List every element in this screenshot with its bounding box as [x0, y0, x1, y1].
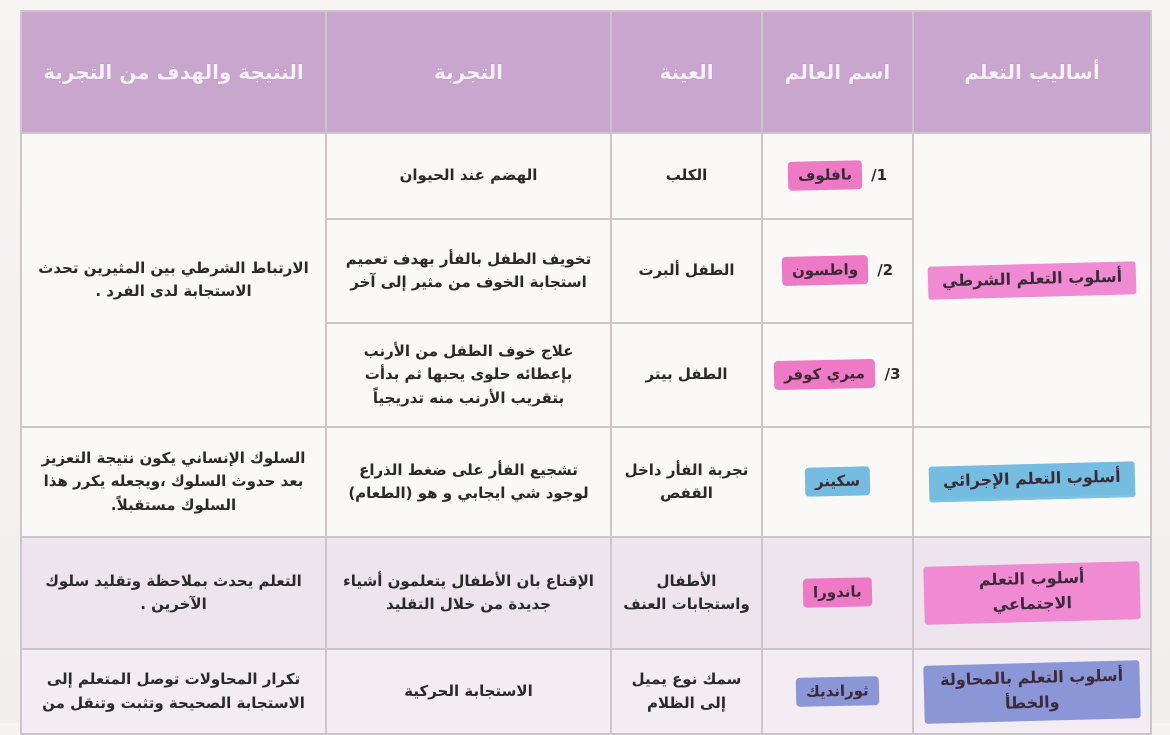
style-cell-social	[913, 537, 1151, 649]
scientist-name: سكينر	[805, 467, 871, 498]
result-cell: تكرار المحاولات توصل المتعلم إلى الاستجابة الصحيحة وتثبت وتنقل من	[21, 649, 326, 734]
experiment-cell: الإقناع بان الأطفال يتعلمون أشياء جديدة من خلال التقليد	[326, 537, 611, 649]
scientist-cell	[762, 323, 913, 427]
experiment-cell: الهضم عند الحيوان	[326, 133, 611, 219]
scientist-cell	[762, 133, 913, 219]
result-cell-classical: الارتباط الشرطي بين المثيرين تحدث الاستجابة لدى الفرد .	[21, 133, 326, 427]
style-label-trial: أسلوب التعلم بالمحاولة والخطأ	[923, 660, 1140, 723]
header-sample: العينة	[611, 11, 762, 133]
experiment-cell: تشجيع الفأر على ضغط الذراع لوجود شي ايجابي و هو (الطعام)	[326, 427, 611, 537]
header-experiment: التجربة	[326, 11, 611, 133]
scientist-cell	[762, 537, 913, 649]
experiment-cell: علاج خوف الطفل من الأرنب بإعطائه حلوى يحبها ثم بدأت بتقريب الأرنب منه تدريجياً	[326, 323, 611, 427]
header-result: النتيجة والهدف من التجربة	[21, 11, 326, 133]
sample-cell: تجربة الفأر داخل القفص	[611, 427, 762, 537]
sample-cell: الطفل ألبرت	[611, 219, 762, 323]
scientist-name: باندورا	[803, 578, 872, 609]
style-cell-trial	[913, 649, 1151, 734]
table-row	[21, 649, 1151, 734]
scientist-cell	[762, 427, 913, 537]
scientist-name: ميري كوفر	[774, 359, 876, 390]
style-cell-operant	[913, 427, 1151, 537]
result-cell: التعلم يحدث بملاحظة وتقليد سلوك الآخرين .	[21, 537, 326, 649]
row-number: 2/	[877, 261, 894, 280]
row-number: 1/	[871, 166, 888, 185]
header-style: أساليب التعلم	[913, 11, 1151, 133]
result-cell: السلوك الإنساني يكون نتيجة التعزيز بعد حدوث السلوك ،ويجعله يكرر هذا السلوك مستقبلاً.	[21, 427, 326, 537]
sample-cell: الأطفال واستجابات العنف	[611, 537, 762, 649]
scientist-name: واطسون	[782, 255, 869, 286]
sample-cell: الكلب	[611, 133, 762, 219]
style-label-social: أسلوب التعلم الاجتماعي	[923, 561, 1140, 624]
header-scientist: اسم العالم	[762, 11, 913, 133]
sample-cell: سمك نوع يميل إلى الظلام	[611, 649, 762, 734]
table-row	[21, 537, 1151, 649]
style-label-operant: أسلوب التعلم الإجرائي	[929, 461, 1136, 502]
experiment-cell: تخويف الطفل بالفأر بهدف تعميم استجابة الخوف من مثير إلى آخر	[326, 219, 611, 323]
scientist-cell	[762, 219, 913, 323]
learning-styles-table	[20, 10, 1152, 735]
style-cell-classical	[913, 133, 1151, 427]
style-label-classical: أسلوب التعلم الشرطي	[928, 261, 1137, 299]
scientist-name: ثورانديك	[796, 676, 879, 707]
scientist-cell	[762, 649, 913, 734]
table-row	[21, 133, 1151, 219]
scientist-name: بافلوف	[788, 161, 863, 192]
table-row	[21, 427, 1151, 537]
sample-cell: الطفل بيتر	[611, 323, 762, 427]
table-header-row	[21, 11, 1151, 133]
experiment-cell: الاستجابة الحركية	[326, 649, 611, 734]
row-number: 3/	[884, 365, 901, 384]
